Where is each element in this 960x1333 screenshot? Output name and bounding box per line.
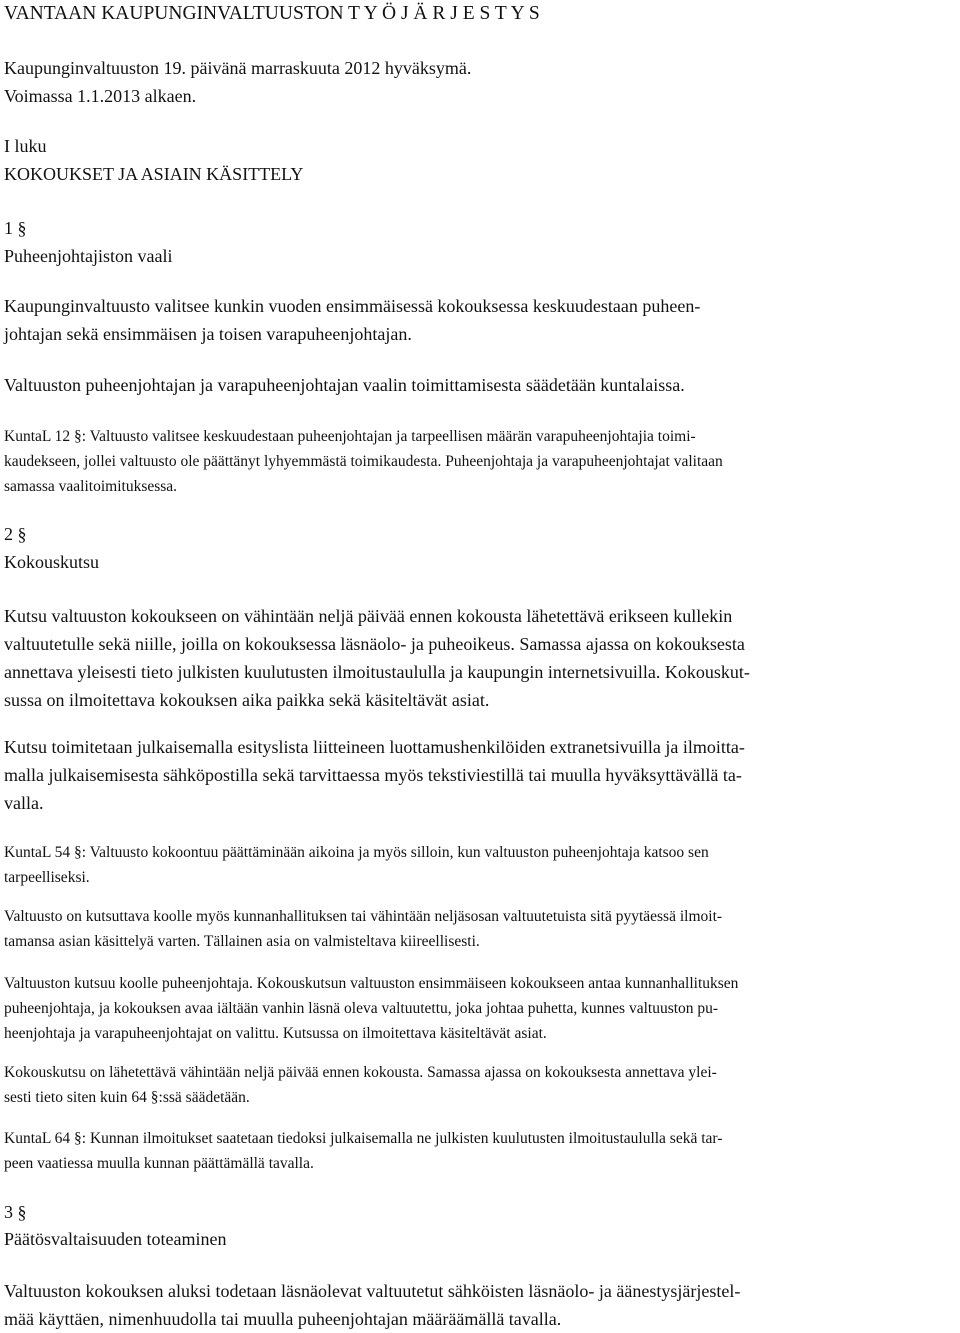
text-line: puheenjohtaja, ja kokouksen avaa iältään vanhin läsnä oleva valtuutettu, joka johtaa puhetta, kunnes valtuuston pu- (4, 1000, 719, 1017)
text-line: annettava yleisesti tieto julkisten kuulutusten ilmoitustaululla ja kaupungin internetsivuilla. Kokouskut- (4, 662, 750, 682)
section-3-title: Päätösvaltaisuuden toteaminen (4, 1229, 227, 1249)
section-2-law-quote-1 (4, 840, 956, 890)
effective-note: Voimassa 1.1.2013 alkaen. (4, 86, 197, 106)
text-line: KuntaL 12 §: Valtuusto valitsee keskuudestaan puheenjohtajan ja tarpeellisen määrän varapuheenjohtajia toimi- (4, 428, 696, 445)
text-line: Kutsu valtuuston kokoukseen on vähintään neljä päivää ennen kokousta lähetettävä erikseen kullekin (4, 606, 733, 626)
text-line: tarpeelliseksi. (4, 869, 90, 886)
text-line: Valtuuston kokouksen aluksi todetaan läsnäolevat valtuutetut sähköisten läsnäolo- ja äänestysjärjestel- (4, 1281, 741, 1301)
section-1-paragraph-2 (4, 371, 956, 399)
text-line: Kokouskutsu on lähetettävä vähintään neljä päivää ennen kokousta. Samassa ajassa on kokouksesta annettava ylei- (4, 1064, 717, 1081)
section-3-number: 3 § (4, 1202, 27, 1222)
section-2-paragraph-1 (4, 602, 956, 714)
approval-note: Kaupunginvaltuuston 19. päivänä marraskuuta 2012 hyväksymä. (4, 58, 472, 78)
text-line: samassa vaalitoimituksessa. (4, 478, 178, 495)
section-2-law-quote-2 (4, 904, 956, 954)
text-line: KuntaL 54 §: Valtuusto kokoontuu päättäminään aikoina ja myös silloin, kun valtuuston puheenjohtaja katsoo sen (4, 844, 709, 861)
text-line: Kaupunginvaltuusto valitsee kunkin vuoden ensimmäisessä kokouksessa keskuudestaan puheen- (4, 296, 701, 316)
section-2-law-quote-4 (4, 1060, 956, 1110)
section-2-law-quote-3 (4, 971, 956, 1046)
document-title: VANTAAN KAUPUNGINVALTUUSTON T Y Ö J Ä R J E S T Y S (4, 3, 540, 24)
text-line: KuntaL 64 §: Kunnan ilmoitukset saatetaan tiedoksi julkaisemalla ne julkisten kuulutusten ilmoitustaululla sekä tar- (4, 1130, 723, 1147)
section-3-paragraph-1 (4, 1277, 956, 1333)
text-line: Valtuuston puheenjohtajan ja varapuheenjohtajan vaalin toimittamisesta säädetään kuntalaissa. (4, 375, 685, 395)
text-line: sesti tieto siten kuin 64 §:ssä säädetään. (4, 1089, 250, 1106)
text-line: valtuutetulle sekä niille, joilla on kokouksessa läsnäolo- ja puheoikeus. Samassa ajassa on kokouksesta (4, 634, 745, 654)
text-line: peen vaatiessa muulla kunnan päättämällä tavalla. (4, 1155, 314, 1172)
text-line: tamansa asian käsittelyä varten. Tällainen asia on valmisteltava kiireellisesti. (4, 933, 480, 950)
text-line: Kutsu toimitetaan julkaisemalla esityslista liitteineen luottamushenkilöiden extranetsivuilla ja ilmoitta- (4, 737, 745, 757)
text-line: mää käyttäen, nimenhuudolla tai muulla puheenjohtajan määräämällä tavalla. (4, 1309, 562, 1329)
section-2-title: Kokouskutsu (4, 552, 100, 572)
section-1-law-quote (4, 424, 956, 499)
text-line: Valtuuston kutsuu koolle puheenjohtaja. Kokouskutsun valtuuston ensimmäiseen kokoukseen antaa kunnanhallituksen (4, 975, 739, 992)
chapter-title: KOKOUKSET JA ASIAIN KÄSITTELY (4, 164, 304, 184)
text-line: heenjohtaja ja varapuheenjohtajat on valittu. Kutsussa on ilmoitettava käsiteltävät asiat. (4, 1025, 547, 1042)
text-line: sussa on ilmoitettava kokouksen aika paikka sekä käsiteltävät asiat. (4, 690, 490, 710)
section-2-number: 2 § (4, 524, 27, 544)
text-line: Valtuusto on kutsuttava koolle myös kunnanhallituksen tai vähintään neljäsosan valtuutetuista sitä pyytäessä ilmoit- (4, 908, 723, 925)
section-2-paragraph-2 (4, 733, 956, 817)
section-2-law-quote-5 (4, 1126, 956, 1176)
text-line: kaudekseen, jollei valtuusto ole päättänyt lyhyemmästä toimikaudesta. Puheenjohtaja ja varapuheenjohtajat valitaan (4, 453, 723, 470)
text-line: valla. (4, 793, 44, 813)
section-1-paragraph-1 (4, 292, 956, 348)
chapter-number: I luku (4, 136, 47, 156)
text-line: johtajan sekä ensimmäisen ja toisen varapuheenjohtajan. (4, 324, 412, 344)
section-1-number: 1 § (4, 218, 27, 238)
section-1-title: Puheenjohtajiston vaali (4, 246, 173, 266)
text-line: malla julkaisemisesta sähköpostilla sekä tarvittaessa myös tekstiviestillä tai muulla hyväksyttävällä ta- (4, 765, 742, 785)
